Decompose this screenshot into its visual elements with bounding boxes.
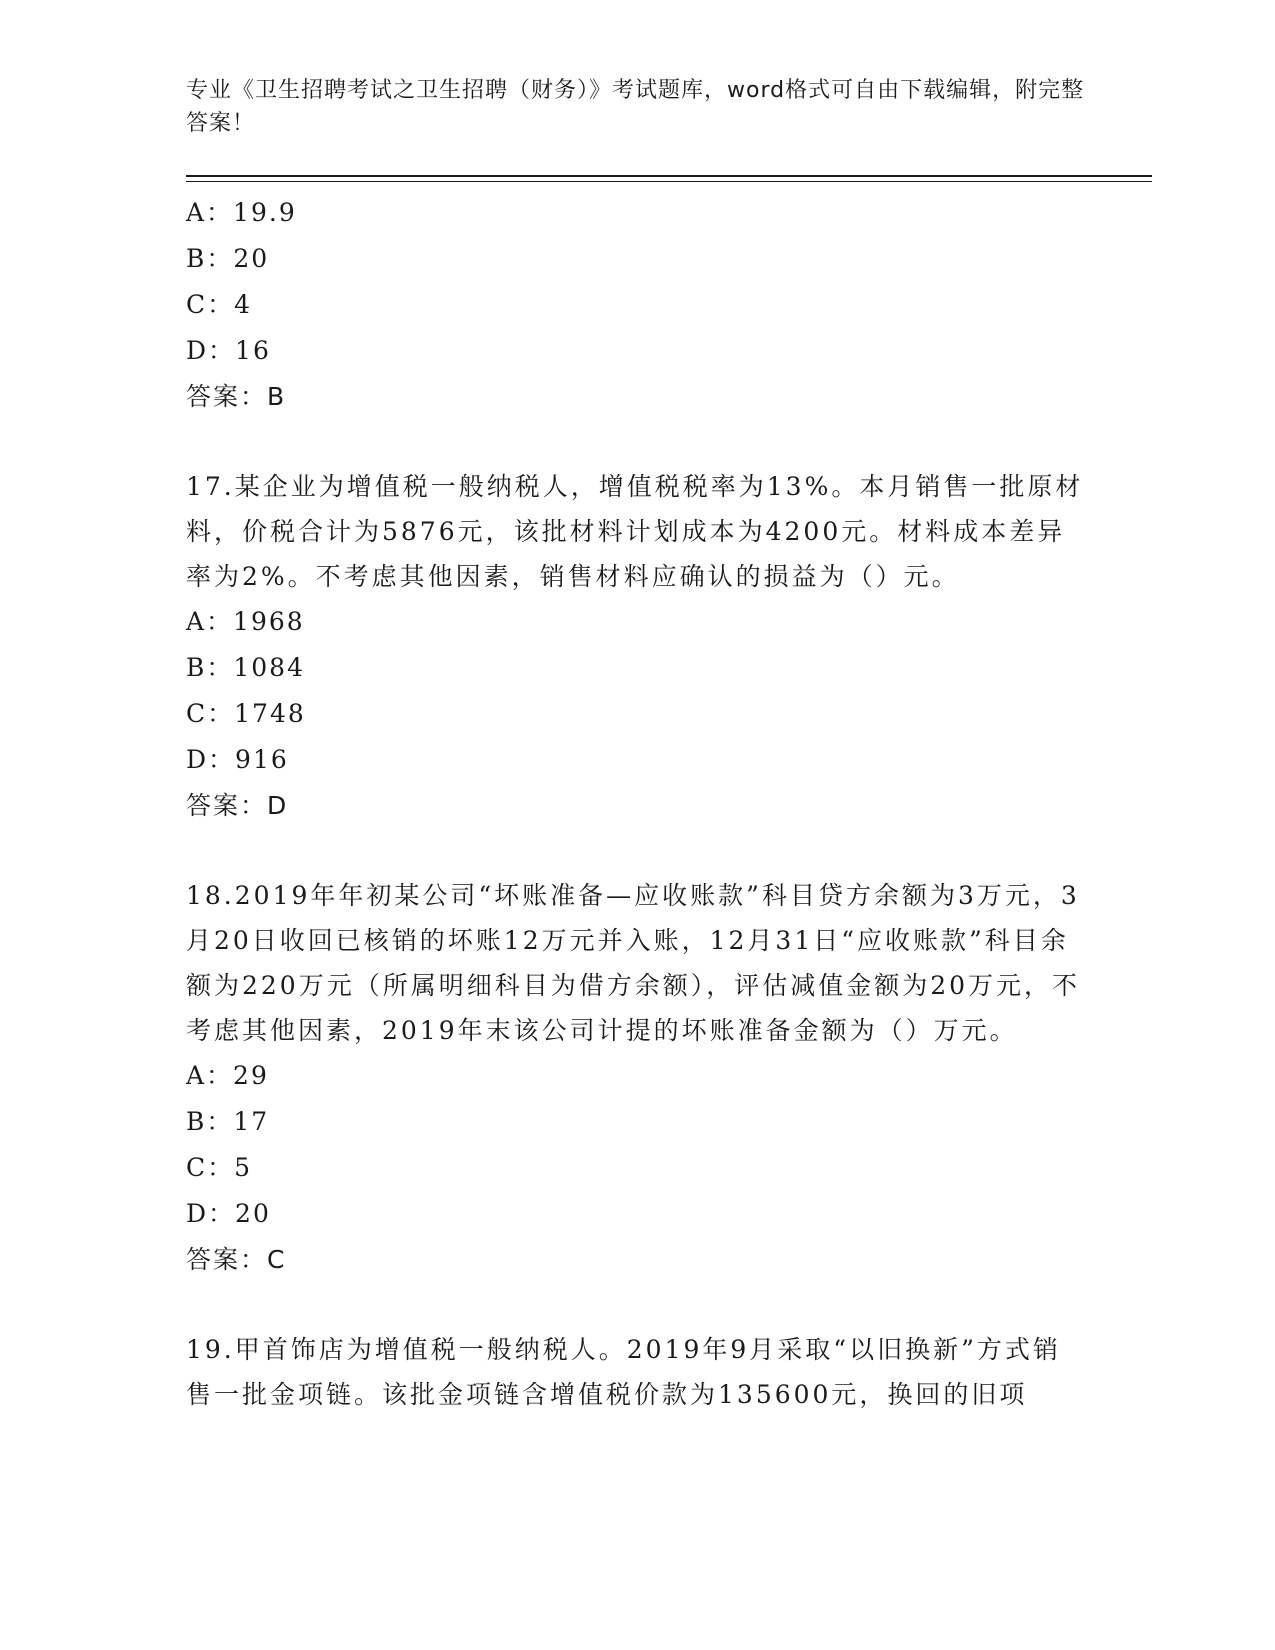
question-stem: 18.2019年年初某公司“坏账准备—应收账款”科目贷方余额为3万元，3月20日收回已核销的坏账12万元并入账，12月31日“应收账款”科目余额为220万元（所属明细科目为借方余额），评估减值金额为20万元，不考虑其他因素，2019年末该公司计提的坏账准备金额为（）万元。: [186, 881, 1081, 1045]
option-a: A：1968: [186, 607, 305, 636]
header-rule-thin: [186, 181, 1152, 182]
option-b: B：20: [186, 244, 270, 273]
question-stem: 17.某企业为增值税一般纳税人，增值税税率为13%。本月销售一批原材料，价税合计为5876元，该批材料计划成本为4200元。材料成本差异率为2%。不考虑其他因素，销售材料应确认的损益为（）元。: [186, 472, 1084, 591]
option-c: C：4: [186, 290, 253, 319]
option-c: C：5: [186, 1153, 253, 1182]
question-stem: 19.甲首饰店为增值税一般纳税人。2019年9月采取“以旧换新”方式销售一批金项链。该批金项链含增值税价款为135600元，换回的旧项: [186, 1335, 1061, 1409]
question-19: [186, 1327, 1086, 1417]
question-spacer: [186, 420, 1086, 464]
question-17: [186, 464, 1086, 829]
option-d: D：16: [186, 336, 271, 365]
answer-line: 答案：C: [186, 1245, 287, 1274]
option-b: B：1084: [186, 653, 305, 682]
question-18: [186, 873, 1086, 1283]
option-b: B：17: [186, 1107, 270, 1136]
header-rule-thick: [186, 175, 1152, 177]
option-a: A：19.9: [186, 198, 297, 227]
question-content: [186, 190, 1086, 1417]
question-spacer: [186, 1283, 1086, 1327]
option-d: D：20: [186, 1199, 271, 1228]
option-c: C：1748: [186, 699, 306, 728]
option-a: A：29: [186, 1061, 269, 1090]
answer-line: 答案：B: [186, 382, 287, 411]
answer-line: 答案：D: [186, 791, 289, 820]
question-16-tail: [186, 190, 1086, 420]
option-d: D：916: [186, 745, 289, 774]
question-spacer: [186, 829, 1086, 873]
document-header: 专业《卫生招聘考试之卫生招聘（财务）》考试题库，word格式可自由下载编辑，附完整答案！: [186, 78, 1085, 136]
